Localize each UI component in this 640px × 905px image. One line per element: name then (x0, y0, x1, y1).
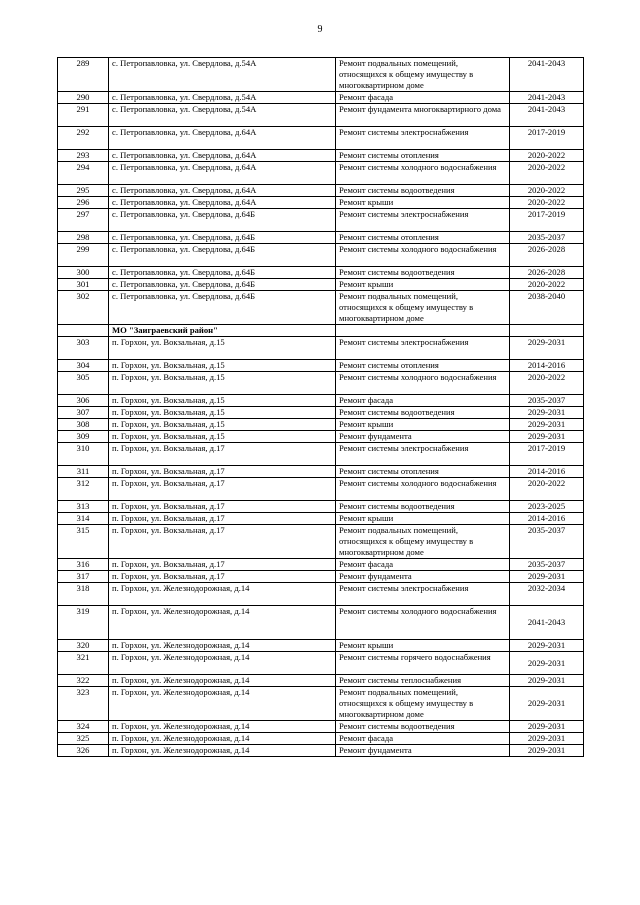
address-cell: п. Горхон, ул. Вокзальная, д.17 (109, 525, 336, 559)
years-cell: 2035-2037 (510, 559, 584, 571)
work-cell: Ремонт системы водоотведения (336, 501, 510, 513)
years-cell: 2032-2034 (510, 583, 584, 606)
row-number-cell: 293 (58, 150, 109, 162)
address-cell: п. Горхон, ул. Железнодорожная, д.14 (109, 687, 336, 721)
row-number-cell: 312 (58, 478, 109, 501)
years-cell: 2035-2037 (510, 525, 584, 559)
row-number-cell: 318 (58, 583, 109, 606)
row-number-cell: 304 (58, 360, 109, 372)
row-number-cell: 316 (58, 559, 109, 571)
work-cell: Ремонт фундамента многоквартирного дома (336, 104, 510, 127)
work-cell: Ремонт системы отопления (336, 232, 510, 244)
table-row (58, 395, 584, 407)
table-row (58, 185, 584, 197)
table-row (58, 652, 584, 675)
years-cell: 2017-2019 (510, 127, 584, 150)
address-cell: п. Горхон, ул. Железнодорожная, д.14 (109, 652, 336, 675)
address-cell: с. Петропавловка, ул. Свердлова, д.54А (109, 92, 336, 104)
years-cell: 2029-2031 (510, 687, 584, 721)
work-cell (336, 325, 510, 337)
table-row (58, 478, 584, 501)
work-cell: Ремонт системы электроснабжения (336, 337, 510, 360)
work-cell: Ремонт фасада (336, 733, 510, 745)
row-number-cell: 306 (58, 395, 109, 407)
repair-schedule-table (57, 57, 584, 757)
row-number-cell: 297 (58, 209, 109, 232)
row-number-cell: 300 (58, 267, 109, 279)
years-cell: 2020-2022 (510, 197, 584, 209)
row-number-cell: 323 (58, 687, 109, 721)
years-cell: 2029-2031 (510, 419, 584, 431)
table-row (58, 431, 584, 443)
years-cell: 2038-2040 (510, 291, 584, 325)
address-cell: с. Петропавловка, ул. Свердлова, д.64Б (109, 209, 336, 232)
row-number-cell: 307 (58, 407, 109, 419)
table-row (58, 232, 584, 244)
years-cell: 2035-2037 (510, 232, 584, 244)
table-row (58, 337, 584, 360)
table-row (58, 209, 584, 232)
address-cell: п. Горхон, ул. Вокзальная, д.17 (109, 513, 336, 525)
row-number-cell: 294 (58, 162, 109, 185)
table-row (58, 443, 584, 466)
table-row (58, 525, 584, 559)
table-row (58, 687, 584, 721)
address-cell: п. Горхон, ул. Вокзальная, д.17 (109, 478, 336, 501)
address-cell: с. Петропавловка, ул. Свердлова, д.64Б (109, 267, 336, 279)
row-number-cell: 310 (58, 443, 109, 466)
years-cell: 2029-2031 (510, 733, 584, 745)
row-number-cell: 311 (58, 466, 109, 478)
row-number-cell: 292 (58, 127, 109, 150)
row-number-cell: 295 (58, 185, 109, 197)
years-cell: 2026-2028 (510, 267, 584, 279)
address-cell: с. Петропавловка, ул. Свердлова, д.64А (109, 197, 336, 209)
address-cell: п. Горхон, ул. Железнодорожная, д.14 (109, 745, 336, 757)
table-row (58, 501, 584, 513)
section-row (58, 325, 584, 337)
years-cell: 2029-2031 (510, 675, 584, 687)
work-cell: Ремонт системы водоотведения (336, 185, 510, 197)
work-cell: Ремонт фасада (336, 559, 510, 571)
years-cell: 2020-2022 (510, 478, 584, 501)
row-number-cell: 290 (58, 92, 109, 104)
table-row (58, 419, 584, 431)
address-cell: п. Горхон, ул. Железнодорожная, д.14 (109, 675, 336, 687)
table-row (58, 733, 584, 745)
table-row (58, 162, 584, 185)
table-row (58, 104, 584, 127)
table-row (58, 583, 584, 606)
years-cell: 2029-2031 (510, 407, 584, 419)
work-cell: Ремонт крыши (336, 640, 510, 652)
address-cell: п. Горхон, ул. Вокзальная, д.15 (109, 395, 336, 407)
years-cell: 2017-2019 (510, 209, 584, 232)
years-cell: 2014-2016 (510, 513, 584, 525)
row-number-cell: 326 (58, 745, 109, 757)
row-number-cell: 291 (58, 104, 109, 127)
table-row (58, 197, 584, 209)
row-number-cell: 322 (58, 675, 109, 687)
row-number-cell: 324 (58, 721, 109, 733)
table-row (58, 127, 584, 150)
table-row (58, 279, 584, 291)
table-row (58, 244, 584, 267)
address-cell: п. Горхон, ул. Вокзальная, д.15 (109, 419, 336, 431)
table-row (58, 150, 584, 162)
address-cell: п. Горхон, ул. Вокзальная, д.15 (109, 337, 336, 360)
years-cell: 2029-2031 (510, 745, 584, 757)
work-cell: Ремонт фасада (336, 395, 510, 407)
years-cell: 2041-2043 (510, 92, 584, 104)
work-cell: Ремонт системы холодного водоснабжения (336, 606, 510, 640)
row-number-cell: 320 (58, 640, 109, 652)
work-cell: Ремонт системы холодного водоснабжения (336, 372, 510, 395)
work-cell: Ремонт системы водоотведения (336, 407, 510, 419)
work-cell: Ремонт системы электроснабжения (336, 443, 510, 466)
table-row (58, 640, 584, 652)
row-number-cell: 325 (58, 733, 109, 745)
work-cell: Ремонт крыши (336, 513, 510, 525)
work-cell: Ремонт системы отопления (336, 360, 510, 372)
table-body (58, 58, 584, 757)
address-cell: п. Горхон, ул. Железнодорожная, д.14 (109, 721, 336, 733)
years-cell: 2029-2031 (510, 337, 584, 360)
work-cell: Ремонт системы водоотведения (336, 721, 510, 733)
years-cell: 2029-2031 (510, 721, 584, 733)
table-row (58, 513, 584, 525)
address-cell: п. Горхон, ул. Вокзальная, д.15 (109, 407, 336, 419)
work-cell: Ремонт подвальных помещений, относящихся к общему имуществу в многоквартирном доме (336, 291, 510, 325)
address-cell: с. Петропавловка, ул. Свердлова, д.54А (109, 58, 336, 92)
address-cell: п. Горхон, ул. Вокзальная, д.15 (109, 360, 336, 372)
table-row (58, 92, 584, 104)
address-cell: с. Петропавловка, ул. Свердлова, д.64Б (109, 291, 336, 325)
work-cell: Ремонт системы теплоснабжения (336, 675, 510, 687)
table-row (58, 571, 584, 583)
table-row (58, 606, 584, 640)
years-cell: 2029-2031 (510, 652, 584, 675)
work-cell: Ремонт системы водоотведения (336, 267, 510, 279)
table-row (58, 721, 584, 733)
row-number-cell (58, 325, 109, 337)
years-cell: 2020-2022 (510, 185, 584, 197)
row-number-cell: 315 (58, 525, 109, 559)
address-cell: п. Горхон, ул. Вокзальная, д.17 (109, 443, 336, 466)
row-number-cell: 299 (58, 244, 109, 267)
page-number: 9 (317, 24, 323, 35)
table-row (58, 372, 584, 395)
row-number-cell: 321 (58, 652, 109, 675)
row-number-cell: 319 (58, 606, 109, 640)
work-cell: Ремонт системы отопления (336, 466, 510, 478)
years-cell: 2026-2028 (510, 244, 584, 267)
years-cell: 2017-2019 (510, 443, 584, 466)
address-cell: п. Горхон, ул. Вокзальная, д.17 (109, 559, 336, 571)
years-cell: 2020-2022 (510, 150, 584, 162)
table-row (58, 360, 584, 372)
section-title: МО "Заиграевский район" (109, 325, 336, 337)
address-cell: с. Петропавловка, ул. Свердлова, д.64Б (109, 279, 336, 291)
row-number-cell: 305 (58, 372, 109, 395)
work-cell: Ремонт подвальных помещений, относящихся к общему имуществу в многоквартирном доме (336, 687, 510, 721)
row-number-cell: 308 (58, 419, 109, 431)
row-number-cell: 289 (58, 58, 109, 92)
work-cell: Ремонт фундамента (336, 431, 510, 443)
table-row (58, 675, 584, 687)
years-cell: 2014-2016 (510, 466, 584, 478)
table-row (58, 58, 584, 92)
table-row (58, 291, 584, 325)
work-cell: Ремонт крыши (336, 279, 510, 291)
table-row (58, 267, 584, 279)
years-cell: 2023-2025 (510, 501, 584, 513)
work-cell: Ремонт системы электроснабжения (336, 127, 510, 150)
row-number-cell: 298 (58, 232, 109, 244)
work-cell: Ремонт системы горячего водоснабжения (336, 652, 510, 675)
row-number-cell: 314 (58, 513, 109, 525)
years-cell: 2020-2022 (510, 279, 584, 291)
table-row (58, 559, 584, 571)
table-row (58, 745, 584, 757)
row-number-cell: 301 (58, 279, 109, 291)
work-cell: Ремонт системы электроснабжения (336, 209, 510, 232)
work-cell: Ремонт фасада (336, 92, 510, 104)
address-cell: с. Петропавловка, ул. Свердлова, д.64Б (109, 232, 336, 244)
years-cell: 2041-2043 (510, 606, 584, 640)
work-cell: Ремонт фундамента (336, 745, 510, 757)
row-number-cell: 302 (58, 291, 109, 325)
work-cell: Ремонт системы отопления (336, 150, 510, 162)
row-number-cell: 296 (58, 197, 109, 209)
work-cell: Ремонт фундамента (336, 571, 510, 583)
years-cell: 2041-2043 (510, 58, 584, 92)
address-cell: п. Горхон, ул. Вокзальная, д.15 (109, 372, 336, 395)
work-cell: Ремонт подвальных помещений, относящихся к общему имуществу в многоквартирном доме (336, 525, 510, 559)
years-cell (510, 325, 584, 337)
years-cell: 2020-2022 (510, 372, 584, 395)
address-cell: п. Горхон, ул. Железнодорожная, д.14 (109, 640, 336, 652)
address-cell: п. Горхон, ул. Железнодорожная, д.14 (109, 606, 336, 640)
table-row (58, 466, 584, 478)
work-cell: Ремонт системы холодного водоснабжения (336, 244, 510, 267)
address-cell: с. Петропавловка, ул. Свердлова, д.54А (109, 104, 336, 127)
years-cell: 2020-2022 (510, 162, 584, 185)
address-cell: п. Горхон, ул. Вокзальная, д.17 (109, 466, 336, 478)
address-cell: с. Петропавловка, ул. Свердлова, д.64А (109, 150, 336, 162)
work-cell: Ремонт системы холодного водоснабжения (336, 478, 510, 501)
address-cell: п. Горхон, ул. Вокзальная, д.17 (109, 501, 336, 513)
row-number-cell: 317 (58, 571, 109, 583)
years-cell: 2014-2016 (510, 360, 584, 372)
address-cell: с. Петропавловка, ул. Свердлова, д.64Б (109, 244, 336, 267)
address-cell: с. Петропавловка, ул. Свердлова, д.64А (109, 127, 336, 150)
table-row (58, 407, 584, 419)
years-cell: 2041-2043 (510, 104, 584, 127)
years-cell: 2029-2031 (510, 640, 584, 652)
address-cell: с. Петропавловка, ул. Свердлова, д.64А (109, 162, 336, 185)
address-cell: п. Горхон, ул. Железнодорожная, д.14 (109, 583, 336, 606)
years-cell: 2029-2031 (510, 571, 584, 583)
work-cell: Ремонт крыши (336, 197, 510, 209)
work-cell: Ремонт системы холодного водоснабжения (336, 162, 510, 185)
work-cell: Ремонт подвальных помещений, относящихся к общему имуществу в многоквартирном доме (336, 58, 510, 92)
row-number-cell: 303 (58, 337, 109, 360)
address-cell: п. Горхон, ул. Железнодорожная, д.14 (109, 733, 336, 745)
work-cell: Ремонт системы электроснабжения (336, 583, 510, 606)
years-cell: 2029-2031 (510, 431, 584, 443)
row-number-cell: 309 (58, 431, 109, 443)
address-cell: п. Горхон, ул. Вокзальная, д.15 (109, 431, 336, 443)
address-cell: п. Горхон, ул. Вокзальная, д.17 (109, 571, 336, 583)
address-cell: с. Петропавловка, ул. Свердлова, д.64А (109, 185, 336, 197)
years-cell: 2035-2037 (510, 395, 584, 407)
row-number-cell: 313 (58, 501, 109, 513)
work-cell: Ремонт крыши (336, 419, 510, 431)
